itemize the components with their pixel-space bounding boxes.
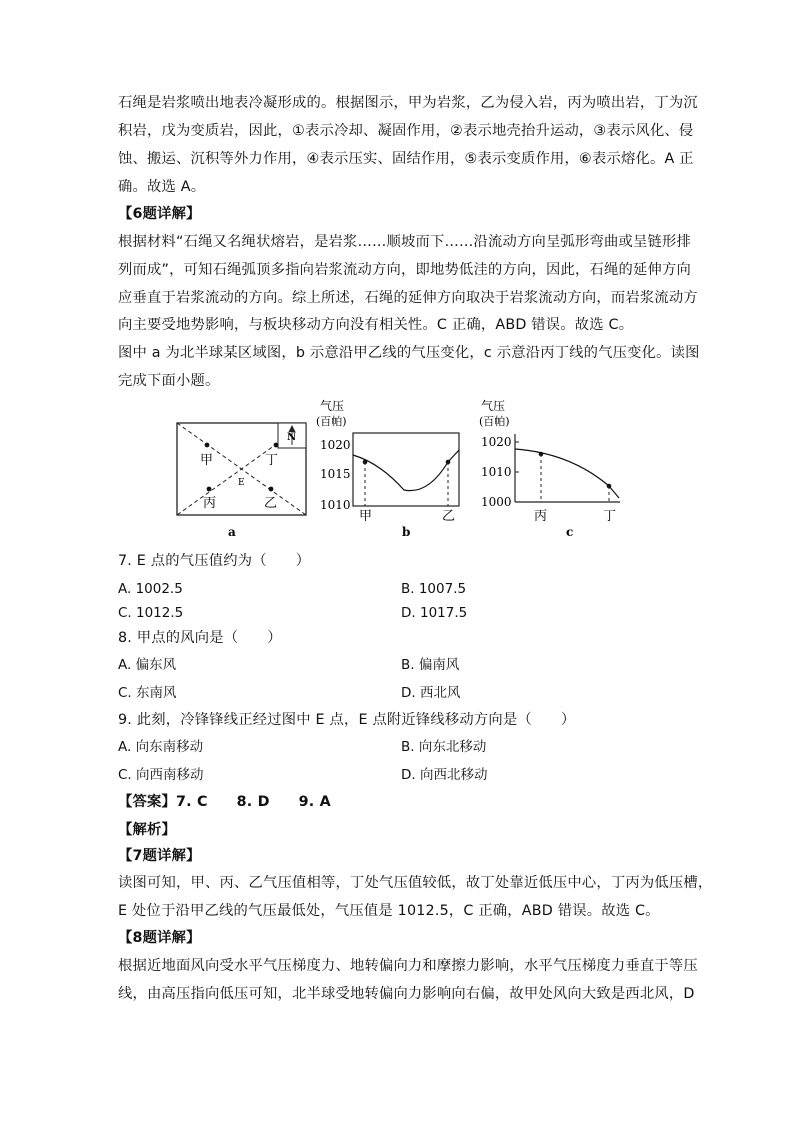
panel-b-label: b (402, 525, 411, 539)
panel-a-label: a (228, 525, 236, 539)
question-7-stem: 7. E 点的气压值约为（ ） (118, 553, 311, 569)
label-jia: 甲 (200, 453, 214, 468)
panel-c-label: c (566, 525, 574, 539)
panel-c-tick: 1020 (481, 435, 512, 449)
paragraph-line: 石绳是岩浆喷出地表冷凝形成的。根据图示，甲为岩浆，乙为侵入岩，丙为喷出岩，丁为沉 (118, 95, 698, 111)
question-8-stem: 8. 甲点的风向是（ ） (118, 630, 282, 646)
label-yi: 乙 (264, 496, 278, 511)
q8-option-c: C. 东南风 (118, 685, 177, 701)
q9-option-d: D. 向西北移动 (401, 767, 488, 783)
panel-c-tick: 1000 (481, 495, 512, 509)
panel-b-curve (353, 450, 459, 491)
figure-abc (170, 398, 640, 546)
point-yi (269, 487, 274, 492)
paragraph-line: 应垂直于岩浆流动的方向。综上所述，石绳的延伸方向取决于岩浆流动方向，而岩浆流动方 (118, 290, 698, 306)
paragraph-line: 读图可知，甲、丙、乙气压值相等，丁处气压值较低，故丁处靠近低压中心，丁丙为低压槽， (118, 875, 713, 891)
paragraph-line: 蚀、搬运、沉积等外力作用，④表示压实、固结作用，⑤表示变质作用，⑥表示熔化。A 正 (118, 151, 694, 167)
paragraph-line: 根据材料“石绳又名绳状熔岩，是岩浆……顺坡而下……沿流动方向呈弧形弯曲或呈链形排 (118, 234, 691, 250)
panel-c-yunit: (百帕) (479, 415, 510, 428)
q9-option-a: A. 向东南移动 (118, 739, 204, 755)
q8-option-a: A. 偏东风 (118, 657, 177, 673)
panel-c-tick: 1010 (481, 465, 512, 479)
label-e: E (238, 478, 245, 488)
label-bing: 丙 (203, 496, 217, 511)
panel-b-tick: 1015 (320, 467, 351, 481)
panel-c-ylabel: 气压 (481, 399, 506, 413)
north-label: N (287, 432, 297, 443)
panel-b-tick: 1010 (320, 498, 351, 512)
q7-option-d: D. 1017.5 (401, 605, 468, 621)
q8-option-d: D. 西北风 (401, 685, 461, 701)
q8-heading: 【8题详解】 (118, 930, 201, 946)
panel-b-chart (316, 398, 459, 539)
q7-heading: 【7题详解】 (118, 848, 201, 864)
paragraph-line: 根据近地面风向受水平气压梯度力、地转偏向力和摩擦力影响，水平气压梯度力垂直于等压 (118, 958, 698, 974)
analysis-heading: 【解析】 (118, 822, 176, 838)
panel-b-ylabel: 气压 (320, 399, 345, 413)
paragraph-line: 确。故选 A。 (118, 179, 206, 195)
q7-option-a: A. 1002.5 (118, 581, 183, 597)
panel-c-x-end: 丁 (603, 509, 617, 524)
q7-option-b: B. 1007.5 (401, 581, 467, 597)
panel-a-map (177, 423, 306, 539)
point-jia (205, 443, 210, 448)
paragraph-line: E 处位于沿甲乙线的气压最低处，气压值是 1012.5，C 正确，ABD 错误。故选 C。 (118, 903, 660, 919)
paragraph-line: 列而成”，可知石绳弧顶多指向岩浆流动方向，即地势低洼的方向，因此，石绳的延伸方向 (118, 262, 691, 278)
panel-c-chart (479, 398, 620, 539)
label-ding: 丁 (265, 453, 279, 468)
panel-b-yunit: (百帕) (316, 415, 347, 428)
panel-b-x-start: 甲 (359, 509, 373, 524)
q9-option-b: B. 向东北移动 (401, 739, 487, 755)
paragraph-line: 积岩，戊为变质岩，因此，①表示冷却、凝固作用，②表示地壳抬升运动，③表示风化、侵 (118, 123, 694, 139)
q7-option-c: C. 1012.5 (118, 605, 184, 621)
panel-c-x-start: 丙 (534, 509, 548, 524)
figure-svg (170, 398, 640, 546)
q9-option-c: C. 向西南移动 (118, 767, 204, 783)
point-bing (207, 487, 212, 492)
point-ding (274, 443, 279, 448)
intro-line: 图中 a 为北半球某区域图，b 示意沿甲乙线的气压变化，c 示意沿丙丁线的气压变化。读图 (118, 345, 700, 361)
q8-option-b: B. 偏南风 (401, 657, 460, 673)
panel-c-curve (515, 449, 619, 498)
question-9-stem: 9. 此刻，冷锋锋线正经过图中 E 点，E 点附近锋线移动方向是（ ） (118, 712, 576, 728)
panel-b-tick: 1020 (320, 438, 351, 452)
paragraph-line: 线，由高压指向低压可知，北半球受地转偏向力影响向右偏，故甲处风向大致是西北风，D (118, 986, 695, 1002)
panel-b-x-end: 乙 (442, 509, 456, 524)
q6-heading: 【6题详解】 (118, 206, 201, 222)
paragraph-line: 向主要受地势影响，与板块移动方向没有相关性。C 正确，ABD 错误。故选 C。 (118, 317, 634, 333)
intro-line: 完成下面小题。 (118, 373, 220, 389)
answer-line: 【答案】7. C 8. D 9. A (118, 794, 331, 810)
